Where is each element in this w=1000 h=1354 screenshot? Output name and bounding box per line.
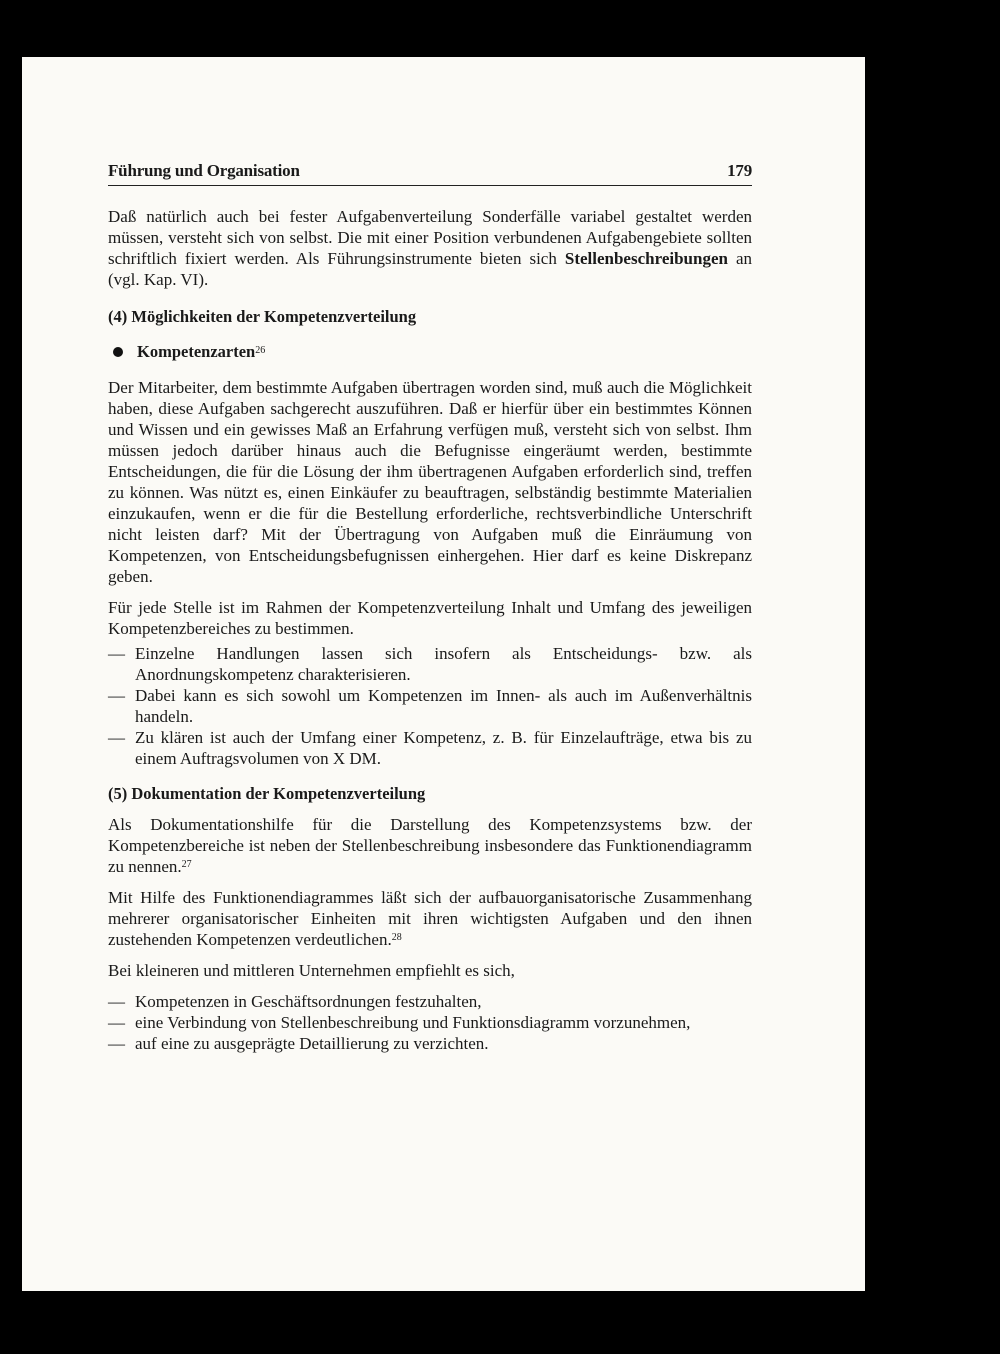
running-head [108, 161, 752, 186]
bullet-icon [113, 347, 123, 357]
intro-bold-term: Stellenbeschreibungen [564, 249, 728, 268]
list-item [108, 991, 752, 1012]
list-item-text: Kompetenzen in Geschäftsordnungen festzuhalten, [135, 992, 482, 1011]
list-item-text: Einzelne Handlungen lassen sich insofern als Entscheidungs- bzw. als Anordnungskompetenz charakterisieren. [135, 644, 752, 684]
list-item [108, 727, 752, 769]
intro-text: Daß natürlich auch bei fester Aufgabenverteilung Sonderfälle variabel gestaltet werden müssen, versteht sich von selbst. Die mit einer Position verbundenen Aufgabengebiete sollten schriftlich fixiert werden. Als Führungsinstrumente bieten sich [108, 207, 752, 268]
list-item [108, 1012, 752, 1033]
section-4-paragraph-2: Für jede Stelle ist im Rahmen der Kompetenzverteilung Inhalt und Umfang des jeweiligen Kompetenzbereiches zu bestimmen. [108, 598, 752, 638]
intro-text-end: an (vgl. Kap. VI). [108, 249, 753, 289]
subheading-kompetenzarten [108, 342, 752, 362]
dash-mark: — [108, 728, 125, 747]
dash-mark: — [108, 1034, 125, 1053]
list-item-text: Zu klären ist auch der Umfang einer Kompetenz, z. B. für Einzelaufträge, etwa bis zu einem Auftragsvolumen von X DM. [135, 728, 752, 768]
intro-paragraph [108, 206, 752, 290]
section-4-heading: (4) Möglichkeiten der Kompetenzverteilung [108, 307, 417, 326]
list-item [108, 1033, 752, 1054]
dash-mark: — [108, 992, 125, 1011]
subheading-text: Kompetenzarten [137, 342, 256, 361]
section-4-paragraph-1: Der Mitarbeiter, dem bestimmte Aufgaben übertragen worden sind, muß auch die Möglichkeit haben, diese Aufgaben sachgerecht auszuführen. Daß er hierfür über ein bestimmtes Können und Wissen und ein gewisses Maß an Erfahrung verfügen muß, versteht sich von selbst. Ihm müssen jedoch darüber hinaus auch die Befugnisse eingeräumt werden, bestimmte Entscheidungen, die für die Lösung der ihm übertragenen Aufgaben erforderlich sind, treffen zu können. Was nützt es, einen Einkäufer zu beauftragen, selbständig bestimmte Materialien einzukaufen, wenn er die für die Bestellung erforderliche, rechtsverbindliche Unterschrift nicht leisten darf? Mit der Übertragung von Aufgaben muß die Einräumung von Kompetenzen, von Entscheidungsbefugnissen einhergehen. Hier darf es keine Diskrepanz geben. [108, 378, 752, 586]
footnote-ref-27: 27 [181, 859, 192, 870]
list-item-text: eine Verbindung von Stellenbeschreibung und Funktionsdiagramm vorzunehmen, [135, 1013, 691, 1032]
dash-mark: — [108, 686, 125, 705]
list-item-text: auf eine zu ausgeprägte Detaillierung zu verzichten. [135, 1034, 489, 1053]
section-5-paragraph-1-text: Als Dokumentationshilfe für die Darstellung des Kompetenzsystems bzw. der Kompetenzbereiche ist neben der Stellenbeschreibung insbesondere das Funktionendiagramm zu nennen. [108, 815, 752, 876]
list-item-text: Dabei kann es sich sowohl um Kompetenzen im Innen- als auch im Außenverhältnis handeln. [135, 686, 752, 726]
section-5-heading: (5) Dokumentation der Kompetenzverteilung [108, 784, 426, 803]
section-5-paragraph-1 [108, 814, 752, 877]
section-5-paragraph-2 [108, 887, 752, 950]
section-5-paragraph-3: Bei kleineren und mittleren Unternehmen empfiehlt es sich, [108, 961, 515, 980]
running-head-title: Führung und Organisation [108, 161, 300, 180]
list-item [108, 685, 752, 727]
footnote-ref-26: 26 [255, 344, 266, 356]
page-text-block [108, 161, 752, 1054]
section-4-list [108, 643, 752, 769]
dash-mark: — [108, 644, 125, 663]
section-5-paragraph-2-text: Mit Hilfe des Funktionendiagrammes läßt sich der aufbauorganisatorische Zusammenhang mehrerer organisatorischer Einheiten mit ihren wichtigsten Aufgaben und den ihnen zustehenden Kompetenzen verdeutlichen. [108, 888, 752, 949]
footnote-ref-28: 28 [391, 932, 402, 943]
book-page [22, 57, 865, 1291]
page-number: 179 [727, 161, 752, 180]
dash-mark: — [108, 1013, 125, 1032]
list-item [108, 643, 752, 685]
section-5-list [108, 991, 752, 1054]
